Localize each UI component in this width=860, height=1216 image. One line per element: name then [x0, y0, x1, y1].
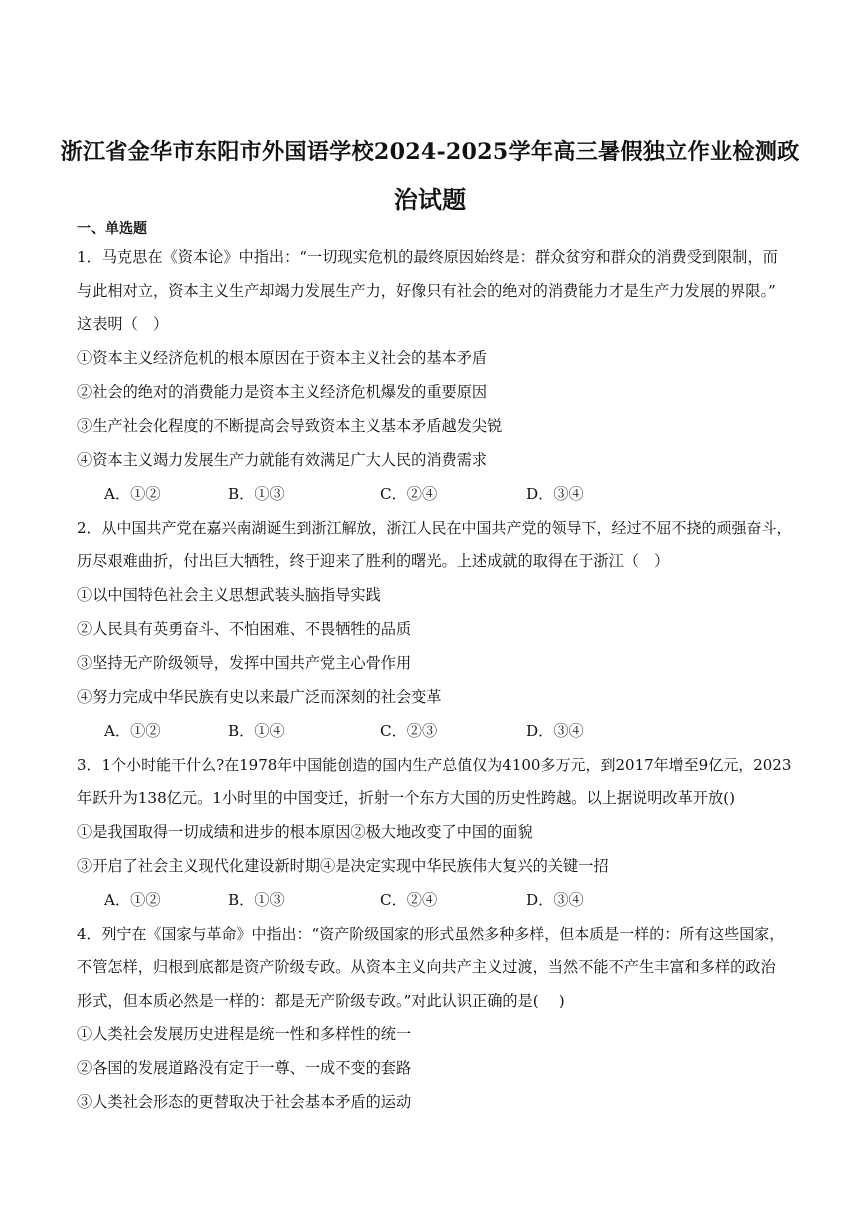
- option-d[interactable]: D．③④: [526, 722, 584, 740]
- question-4-stem-line-2: 不管怎样，归根到底都是资产阶级专政。从资本主义向共产主义过渡，当然不能不产生丰富和多样的政治: [77, 958, 776, 976]
- question-4-stem-line-3: 形式，但本质必然是一样的：都是无产阶级专政。”对此认识正确的是( ): [77, 992, 565, 1010]
- question-1-statement-4: ④资本主义竭力发展生产力就能有效满足广大人民的消费需求: [77, 451, 488, 469]
- question-2-stem-line-2: 历尽艰难曲折，付出巨大牺牲，终于迎来了胜利的曙光。上述成就的取得在于浙江（ ）: [77, 552, 670, 570]
- question-3-statement-2: ③开启了社会主义现代化建设新时期④是决定实现中华民族伟大复兴的关键一招: [77, 857, 609, 875]
- option-a[interactable]: A．①②: [104, 485, 161, 503]
- question-3-statement-1: ①是我国取得一切成绩和进步的根本原因②极大地改变了中国的面貌: [77, 823, 533, 841]
- question-1-stem-line-3: 这表明（ ）: [77, 315, 169, 333]
- question-1-statement-2: ②社会的绝对的消费能力是资本主义经济危机爆发的重要原因: [77, 383, 488, 401]
- section-heading: 一、单选题: [77, 221, 147, 237]
- option-c[interactable]: C．②③: [380, 722, 438, 740]
- question-1-statement-1: ①资本主义经济危机的根本原因在于资本主义社会的基本矛盾: [77, 349, 488, 367]
- option-b[interactable]: B．①③: [228, 891, 285, 909]
- document-title-line-1: 浙江省金华市东阳市外国语学校2024-2025学年高三暑假独立作业检测政: [60, 139, 800, 165]
- question-2-statement-4: ④努力完成中华民族有史以来最广泛而深刻的社会变革: [77, 688, 442, 706]
- option-b[interactable]: B．①③: [228, 485, 285, 503]
- question-3-stem-line-2: 年跃升为138亿元。1小时里的中国变迁，折射一个东方大国的历史性跨越。以上据说明改革开放(): [77, 789, 736, 807]
- option-a[interactable]: A．①②: [104, 891, 161, 909]
- option-d[interactable]: D．③④: [526, 891, 584, 909]
- option-a[interactable]: A．①②: [104, 722, 161, 740]
- question-2-statement-2: ②人民具有英勇奋斗、不怕困难、不畏牺牲的品质: [77, 620, 412, 638]
- question-4-statement-1: ①人类社会发展历史进程是统一性和多样性的统一: [77, 1025, 412, 1043]
- question-1-stem-line-2: 与此相对立，资本主义生产却竭力发展生产力，好像只有社会的绝对的消费能力才是生产力发展的界限。”: [77, 282, 776, 300]
- question-4-statement-3: ③人类社会形态的更替取决于社会基本矛盾的运动: [77, 1093, 412, 1111]
- document-title-line-2: 治试题: [393, 185, 467, 214]
- question-2-statement-3: ③坚持无产阶级领导，发挥中国共产党主心骨作用: [77, 654, 412, 672]
- question-4-statement-2: ②各国的发展道路没有定于一尊、一成不变的套路: [77, 1059, 412, 1077]
- question-2-statement-1: ①以中国特色社会主义思想武装头脑指导实践: [77, 586, 381, 604]
- option-d[interactable]: D．③④: [526, 485, 584, 503]
- option-c[interactable]: C．②④: [380, 485, 438, 503]
- question-2-stem-line-1: 2．从中国共产党在嘉兴南湖诞生到浙江解放，浙江人民在中国共产党的领导下，经过不屈不挠的顽强奋斗，: [77, 519, 792, 537]
- option-c[interactable]: C．②④: [380, 891, 438, 909]
- question-1-stem-line-1: 1．马克思在《资本论》中指出：“一切现实危机的最终原因始终是：群众贫穷和群众的消费受到限制，而: [77, 248, 778, 266]
- question-3-stem-line-1: 3．1个小时能干什么?在1978年中国能创造的国内生产总值仅为4100多万元，到2017年增至9亿元，2023: [77, 756, 792, 774]
- option-b[interactable]: B．①④: [228, 722, 285, 740]
- question-1-statement-3: ③生产社会化程度的不断提高会导致资本主义基本矛盾越发尖锐: [77, 417, 503, 435]
- question-4-stem-line-1: 4．列宁在《国家与革命》中指出：“资产阶级国家的形式虽然多种多样，但本质是一样的：所有这些国家，: [77, 925, 785, 943]
